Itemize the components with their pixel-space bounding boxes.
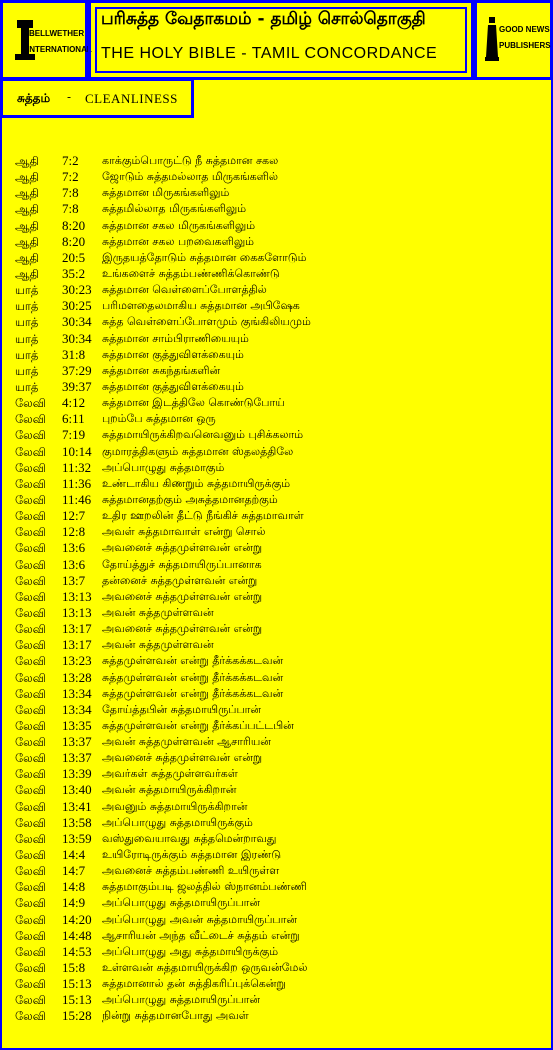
entry-text: காக்கும்பொருட்டு நீ சுத்தமான சகல bbox=[102, 154, 279, 167]
entry-reference: 13:17 bbox=[62, 621, 92, 637]
entry-reference: 13:23 bbox=[62, 653, 92, 669]
entry-book: லேவி bbox=[15, 476, 46, 491]
concordance-row bbox=[0, 831, 553, 847]
entry-text: சுத்தமான சுகந்தங்களின் bbox=[102, 363, 221, 377]
entry-reference: 11:36 bbox=[62, 475, 92, 491]
entry-book: லேவி bbox=[15, 928, 46, 943]
entry-reference: 8:20 bbox=[62, 233, 86, 249]
entry-book: லேவி bbox=[15, 589, 46, 604]
entry-reference: 13:17 bbox=[62, 637, 92, 653]
concordance-row bbox=[0, 201, 553, 217]
entry-reference: 13:7 bbox=[62, 572, 86, 588]
entry-reference: 12:7 bbox=[62, 508, 86, 524]
entry-text: ஜோடும் சுத்தமல்லாத மிருகங்களில் bbox=[102, 170, 278, 184]
entry-book: ஆதி bbox=[15, 234, 39, 249]
entry-reference: 30:23 bbox=[62, 282, 92, 298]
entry-book: லேவி bbox=[15, 509, 46, 524]
entry-reference: 15:13 bbox=[62, 976, 92, 992]
entry-reference: 13:6 bbox=[62, 540, 86, 556]
entry-reference: 30:25 bbox=[62, 298, 92, 314]
entry-book: யாத் bbox=[15, 347, 39, 362]
logo-right-line2: PUBLISHERS bbox=[499, 41, 551, 50]
entry-reference: 39:37 bbox=[62, 378, 92, 394]
entry-reference: 13:35 bbox=[62, 717, 92, 733]
concordance-row bbox=[0, 992, 553, 1008]
entry-reference: 30:34 bbox=[62, 314, 92, 330]
entry-text: சுத்தமான சகல மிருகங்களிலும் bbox=[102, 218, 256, 232]
entry-reference: 13:6 bbox=[62, 556, 86, 572]
concordance-row bbox=[0, 766, 553, 782]
entry-book: ஆதி bbox=[15, 154, 39, 168]
concordance-row bbox=[0, 508, 553, 524]
concordance-row bbox=[0, 976, 553, 992]
entry-book: லேவி bbox=[15, 799, 46, 814]
concordance-row bbox=[0, 573, 553, 589]
entry-reference: 13:59 bbox=[62, 830, 92, 846]
entry-book: லேவி bbox=[15, 686, 46, 701]
entry-book: லேவி bbox=[15, 767, 46, 782]
entry-text: ஆசாரியன் அந்த வீட்டைச் சுத்தம் என்று bbox=[102, 928, 300, 942]
concordance-row bbox=[0, 460, 553, 476]
entry-book: லேவி bbox=[15, 444, 46, 459]
concordance-row bbox=[0, 557, 553, 573]
concordance-row bbox=[0, 895, 553, 911]
concordance-row bbox=[0, 605, 553, 621]
concordance-row bbox=[0, 331, 553, 347]
bellwether-logo bbox=[0, 0, 92, 80]
entry-book: லேவி bbox=[15, 977, 46, 992]
concordance-row bbox=[0, 266, 553, 282]
title-box bbox=[88, 0, 474, 80]
entry-book: ஆதி bbox=[15, 266, 39, 281]
entry-book: ஆதி bbox=[15, 202, 39, 217]
entry-reference: 13:13 bbox=[62, 604, 92, 620]
concordance-row bbox=[0, 444, 553, 460]
title-tamil: பரிசுத்த வேதாகமம் - தமிழ் சொல்தொகுதி bbox=[101, 9, 426, 29]
entry-book: லேவி bbox=[15, 557, 46, 572]
entry-book: லேவி bbox=[15, 896, 46, 911]
entry-reference: 13:58 bbox=[62, 814, 92, 830]
entry-book: லேவி bbox=[15, 396, 46, 411]
concordance-row bbox=[0, 524, 553, 540]
entry-reference: 10:14 bbox=[62, 443, 92, 459]
entry-reference: 4:12 bbox=[62, 395, 86, 411]
entry-reference: 13:39 bbox=[62, 766, 92, 782]
entry-book: லேவி bbox=[15, 944, 46, 959]
entry-book: லேவி bbox=[15, 622, 46, 637]
entry-text: அவனைச் சுத்தமுள்ளவன் என்று bbox=[102, 541, 263, 555]
entry-reference: 7:2 bbox=[62, 153, 79, 168]
topic-box bbox=[0, 78, 194, 118]
entry-reference: 7:19 bbox=[62, 427, 86, 443]
entry-book: லேவி bbox=[15, 751, 46, 766]
concordance-row bbox=[0, 750, 553, 766]
concordance-row bbox=[0, 653, 553, 669]
entry-text: அவனைச் சுத்தம்பண்ணி உயிருள்ள bbox=[102, 864, 280, 878]
concordance-row bbox=[0, 686, 553, 702]
entry-text: வஸ்துவையாவது சுத்தமென்றாவது bbox=[102, 831, 277, 845]
logo-left-line1: BELLWETHER bbox=[29, 29, 85, 38]
entry-book: லேவி bbox=[15, 460, 46, 475]
entry-text: அவனைச் சுத்தமுள்ளவன் என்று bbox=[102, 751, 263, 765]
entry-book: யாத் bbox=[15, 299, 39, 314]
concordance-row bbox=[0, 621, 553, 637]
concordance-row bbox=[0, 153, 553, 169]
entry-text: குமாரத்திகளும் சுத்தமான ஸ்தலத்திலே bbox=[102, 444, 294, 458]
entry-reference: 14:7 bbox=[62, 863, 86, 879]
concordance-row bbox=[0, 218, 553, 234]
topic-tamil: சுத்தம் bbox=[17, 91, 51, 105]
entry-text: அவள் சுத்தமாவாள் என்று சொல் bbox=[102, 525, 266, 539]
concordance-list bbox=[0, 153, 553, 1025]
entry-book: யாத் bbox=[15, 379, 39, 394]
entry-book: லேவி bbox=[15, 718, 46, 733]
entry-text: சுத்தமுள்ளவன் என்று தீர்க்கப்பட்டபின் bbox=[102, 718, 294, 732]
entry-text: அப்பொழுது சுத்தமாயிருப்பான் bbox=[102, 896, 261, 910]
concordance-row bbox=[0, 363, 553, 379]
entry-text: சுத்தமில்லாத மிருகங்களிலும் bbox=[102, 202, 247, 216]
entry-text: சுத்தமான இடத்திலே கொண்டுபோய் bbox=[102, 396, 285, 410]
entry-reference: 14:8 bbox=[62, 879, 86, 895]
entry-text: சுத்தமுள்ளவன் என்று தீர்க்கக்கடவன் bbox=[102, 686, 284, 700]
entry-text: அவனும் சுத்தமாயிருக்கிறான் bbox=[102, 799, 248, 813]
entry-text: அப்பொழுது சுத்தமாயிருக்கும் bbox=[102, 815, 253, 829]
good-news-logo bbox=[474, 0, 553, 80]
concordance-row bbox=[0, 476, 553, 492]
entry-text: உள்ளவன் சுத்தமாயிருக்கிற ஒருவன்மேல் bbox=[102, 961, 308, 975]
concordance-row bbox=[0, 427, 553, 443]
entry-reference: 37:29 bbox=[62, 362, 92, 378]
entry-book: யாத் bbox=[15, 331, 39, 346]
entry-text: சுத்தமான சகல பறவைகளிலும் bbox=[102, 234, 255, 248]
entry-book: லேவி bbox=[15, 831, 46, 846]
entry-book: லேவி bbox=[15, 735, 46, 750]
entry-text: புறம்பே சுத்தமான ஒரு bbox=[102, 412, 216, 426]
logo-left-line2: INTERNATIONAL bbox=[27, 45, 92, 54]
entry-text: இருதயத்தோடும் சுத்தமான கைகளோடும் bbox=[102, 250, 307, 264]
entry-text: அவன் சுத்தமாயிருக்கிறான் bbox=[102, 783, 237, 797]
entry-reference: 15:13 bbox=[62, 992, 92, 1008]
concordance-row bbox=[0, 298, 553, 314]
concordance-row bbox=[0, 879, 553, 895]
entry-text: சுத்தமான குத்துவிளக்கையும் bbox=[102, 379, 244, 393]
entry-text: நின்று சுத்தமானபோது அவள் bbox=[102, 1009, 249, 1023]
entry-text: சுத்தமான மிருகங்களிலும் bbox=[102, 186, 230, 200]
concordance-row bbox=[0, 185, 553, 201]
concordance-row bbox=[0, 847, 553, 863]
concordance-row bbox=[0, 395, 553, 411]
entry-text: உங்களைச் சுத்தம்பண்ணிக்கொண்டு bbox=[102, 266, 280, 280]
entry-book: யாத் bbox=[15, 315, 39, 330]
entry-book: லேவி bbox=[15, 864, 46, 879]
entry-reference: 7:8 bbox=[62, 201, 79, 217]
concordance-row bbox=[0, 234, 553, 250]
entry-text: சுத்தமானால் தன் சுத்திகரிப்புக்கென்று bbox=[102, 977, 286, 991]
entry-text: சுத்த வெள்ளைப்போளமும் குங்கிலியமும் bbox=[102, 315, 311, 329]
entry-text: தோய்த்தபின் சுத்தமாயிருப்பான் bbox=[102, 702, 262, 716]
concordance-row bbox=[0, 411, 553, 427]
entry-book: ஆதி bbox=[15, 250, 39, 265]
concordance-row bbox=[0, 799, 553, 815]
concordance-row bbox=[0, 637, 553, 653]
entry-reference: 13:28 bbox=[62, 669, 92, 685]
entry-book: லேவி bbox=[15, 525, 46, 540]
entry-book: லேவி bbox=[15, 670, 46, 685]
entry-reference: 13:40 bbox=[62, 782, 92, 798]
entry-text: அவன் சுத்தமுள்ளவன் bbox=[102, 605, 214, 619]
entry-book: லேவி bbox=[15, 492, 46, 507]
concordance-row bbox=[0, 734, 553, 750]
entry-reference: 20:5 bbox=[62, 249, 86, 265]
entry-reference: 13:37 bbox=[62, 734, 92, 750]
entry-text: சுத்தமாகும்படி ஜலத்தில் ஸ்நானம்பண்ணி bbox=[102, 880, 307, 894]
entry-book: ஆதி bbox=[15, 218, 39, 233]
entry-book: லேவி bbox=[15, 783, 46, 798]
entry-text: தன்னைச் சுத்தமுள்ளவன் என்று bbox=[102, 573, 258, 587]
entry-reference: 31:8 bbox=[62, 346, 86, 362]
entry-text: சுத்தமான சாம்பிராணியையும் bbox=[102, 331, 249, 345]
entry-text: அவனைச் சுத்தமுள்ளவன் என்று bbox=[102, 622, 263, 636]
entry-book: லேவி bbox=[15, 654, 46, 669]
entry-book: லேவி bbox=[15, 412, 46, 427]
concordance-row bbox=[0, 1008, 553, 1024]
entry-book: லேவி bbox=[15, 638, 46, 653]
concordance-row bbox=[0, 928, 553, 944]
entry-reference: 14:20 bbox=[62, 911, 92, 927]
entry-reference: 14:53 bbox=[62, 943, 92, 959]
entry-text: உதிர ஊறலின் தீட்டு நீங்கிச் சுத்தமாவாள் bbox=[102, 509, 304, 523]
entry-book: லேவி bbox=[15, 912, 46, 927]
entry-text: சுத்தமாயிருக்கிறவனெவனும் புசிக்கலாம் bbox=[102, 428, 304, 442]
entry-reference: 15:8 bbox=[62, 960, 86, 976]
entry-book: யாத் bbox=[15, 363, 39, 378]
entry-reference: 13:34 bbox=[62, 701, 92, 717]
entry-reference: 6:11 bbox=[62, 411, 85, 427]
entry-book: லேவி bbox=[15, 605, 46, 620]
concordance-row bbox=[0, 702, 553, 718]
concordance-row bbox=[0, 960, 553, 976]
logo-right-line1: GOOD NEWS bbox=[499, 25, 550, 34]
topic-english: CLEANLINESS bbox=[85, 91, 178, 106]
entry-book: ஆதி bbox=[15, 186, 39, 201]
concordance-row bbox=[0, 314, 553, 330]
entry-text: சுத்தமான வெள்ளைப்போளத்தில் bbox=[102, 283, 267, 297]
entry-book: லேவி bbox=[15, 541, 46, 556]
title-english: THE HOLY BIBLE - TAMIL CONCORDANCE bbox=[101, 45, 438, 62]
entry-reference: 12:8 bbox=[62, 524, 86, 540]
entry-book: லேவி bbox=[15, 573, 46, 588]
entry-text: அப்பொழுது சுத்தமாயிருப்பான் bbox=[102, 993, 261, 1007]
entry-book: லேவி bbox=[15, 961, 46, 976]
topic-dash: - bbox=[67, 90, 72, 104]
entry-text: தோய்த்துச் சுத்தமாயிருப்பானாக bbox=[102, 557, 262, 571]
entry-text: சுத்தமுள்ளவன் என்று தீர்க்கக்கடவன் bbox=[102, 654, 284, 668]
entry-text: உண்டாகிய கிணறும் சுத்தமாயிருக்கும் bbox=[102, 476, 291, 490]
entry-reference: 14:48 bbox=[62, 927, 92, 943]
entry-reference: 35:2 bbox=[62, 265, 86, 281]
concordance-row bbox=[0, 782, 553, 798]
concordance-row bbox=[0, 379, 553, 395]
concordance-row bbox=[0, 589, 553, 605]
concordance-row bbox=[0, 815, 553, 831]
entry-book: லேவி bbox=[15, 1009, 46, 1024]
entry-text: அப்பொழுது அவன் சுத்தமாயிருப்பான் bbox=[102, 912, 297, 926]
entry-text: அவனைச் சுத்தமுள்ளவன் என்று bbox=[102, 589, 263, 603]
entry-reference: 30:34 bbox=[62, 330, 92, 346]
entry-text: சுத்தமான குத்துவிளக்கையும் bbox=[102, 347, 244, 361]
concordance-row bbox=[0, 944, 553, 960]
entry-text: சுத்தமுள்ளவன் என்று தீர்க்கக்கடவன் bbox=[102, 670, 284, 684]
concordance-row bbox=[0, 718, 553, 734]
entry-book: லேவி bbox=[15, 880, 46, 895]
concordance-row bbox=[0, 347, 553, 363]
entry-text: பரிமளதைலமாகிய சுத்தமான அபிஷேக bbox=[102, 299, 300, 313]
entry-text: அவன் சுத்தமுள்ளவன் bbox=[102, 638, 214, 652]
entry-reference: 13:34 bbox=[62, 685, 92, 701]
entry-reference: 14:4 bbox=[62, 847, 86, 863]
concordance-row bbox=[0, 250, 553, 266]
entry-reference: 13:13 bbox=[62, 588, 92, 604]
entry-text: அவர்கள் சுத்தமுள்ளவர்கள் bbox=[102, 767, 238, 781]
entry-text: சுத்தமானதற்கும் அசுத்தமானதற்கும் bbox=[102, 492, 278, 506]
entry-reference: 13:41 bbox=[62, 798, 92, 814]
entry-text: அப்பொழுது அது சுத்தமாயிருக்கும் bbox=[102, 944, 279, 958]
entry-reference: 11:32 bbox=[62, 459, 92, 475]
lighthouse-icon bbox=[485, 17, 499, 61]
entry-book: ஆதி bbox=[15, 170, 39, 185]
entry-reference: 13:37 bbox=[62, 750, 92, 766]
entry-text: அப்பொழுது சுத்தமாகும் bbox=[102, 460, 225, 474]
entry-text: அவன் சுத்தமுள்ளவன் ஆசாரியன் bbox=[102, 735, 271, 749]
entry-book: லேவி bbox=[15, 815, 46, 830]
concordance-row bbox=[0, 492, 553, 508]
entry-book: லேவி bbox=[15, 428, 46, 443]
entry-text: உயிரோடிருக்கும் சுத்தமான இரண்டு bbox=[102, 848, 282, 862]
entry-book: லேவி bbox=[15, 702, 46, 717]
entry-book: லேவி bbox=[15, 993, 46, 1008]
entry-book: யாத் bbox=[15, 283, 39, 298]
concordance-row bbox=[0, 863, 553, 879]
entry-book: லேவி bbox=[15, 848, 46, 863]
entry-reference: 11:46 bbox=[62, 491, 92, 507]
entry-reference: 15:28 bbox=[62, 1008, 92, 1024]
concordance-row bbox=[0, 912, 553, 928]
concordance-row bbox=[0, 282, 553, 298]
concordance-row bbox=[0, 670, 553, 686]
entry-reference: 7:8 bbox=[62, 185, 79, 201]
concordance-row bbox=[0, 169, 553, 185]
entry-reference: 8:20 bbox=[62, 217, 86, 233]
concordance-row bbox=[0, 540, 553, 556]
entry-reference: 7:2 bbox=[62, 169, 79, 185]
entry-reference: 14:9 bbox=[62, 895, 86, 911]
